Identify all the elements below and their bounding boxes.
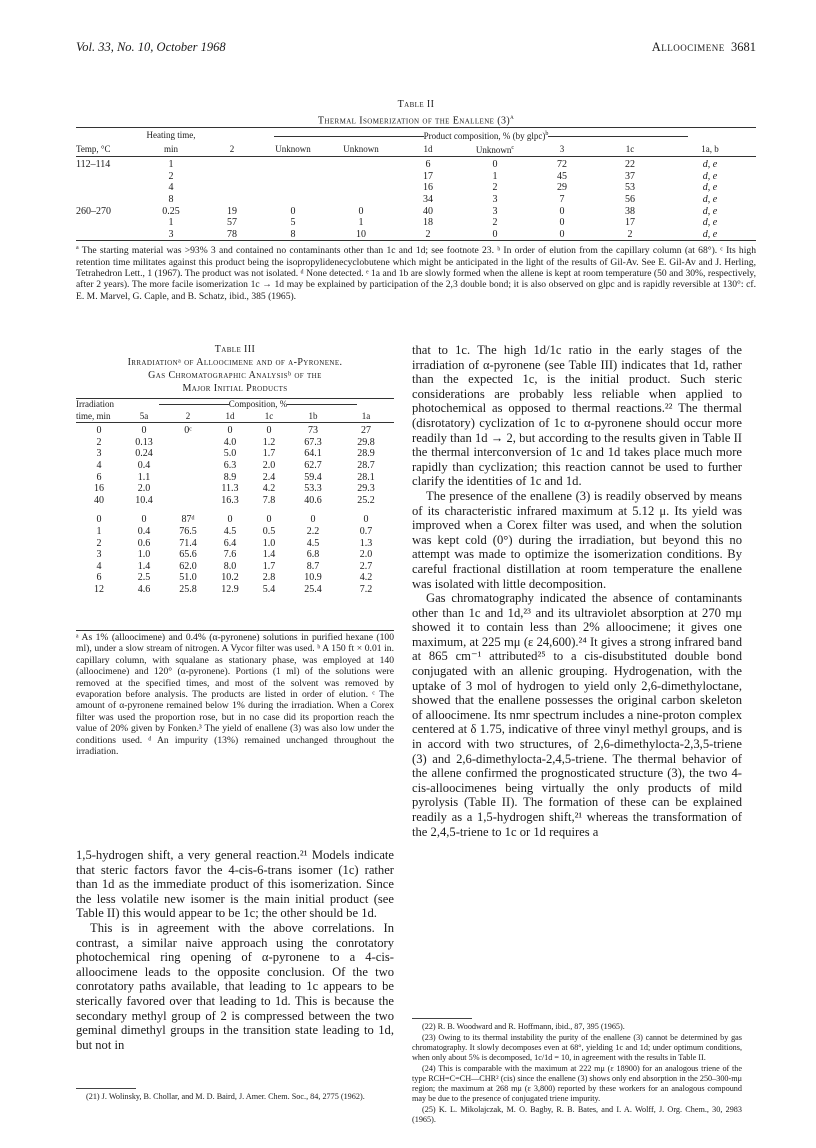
table-cell: 28.7 <box>357 459 375 471</box>
reference-23: (23) Owing to its thermal instability the purity of the enallene (3) cannot be determined by gas chromatography. It slowly decomposes even at 68°, yielding 1c and 1d; under optimum conditions, when only about 5% is decomposed, 1c/1d = 10, in agreement with the results in Table II. <box>412 1033 742 1062</box>
table-cell: 11.3 <box>221 483 239 495</box>
table3-row <box>76 561 394 573</box>
table2-label: Table II <box>397 99 435 110</box>
table3-bottom-rule <box>76 630 394 631</box>
table-cell: 7.8 <box>262 494 276 506</box>
table-cell: 40 <box>94 494 104 506</box>
table2-col-temp: Temp, °C <box>76 143 111 154</box>
table3-row <box>76 448 394 460</box>
table-cell <box>206 159 258 171</box>
table2-row <box>76 229 756 241</box>
right-body <box>412 343 742 839</box>
table-cell: 3 <box>492 205 498 217</box>
table-cell: d, e <box>702 217 718 229</box>
table-cell: 1 <box>96 525 102 537</box>
table-cell: 57 <box>227 217 237 229</box>
table-cell: d, e <box>702 159 718 171</box>
table-cell: 3 <box>96 549 102 561</box>
table-cell: 64.1 <box>304 448 322 460</box>
table3-row <box>76 483 394 495</box>
table-cell <box>76 182 136 194</box>
table2-row <box>76 206 756 218</box>
table3-col-1c: 1c <box>264 410 274 421</box>
table2-row <box>76 194 756 206</box>
table-cell: 0 <box>266 514 272 526</box>
table-cell: 8 <box>290 228 296 240</box>
table-cell: 71.4 <box>179 537 197 549</box>
table-cell: 29.8 <box>357 436 375 448</box>
table-cell: 62.0 <box>179 560 197 572</box>
reference-22: (22) R. B. Woodward and R. Hoffmann, ibid., 87, 395 (1965). <box>422 1022 625 1031</box>
table-cell: 38 <box>625 205 635 217</box>
table2-col-time-2: min <box>163 143 178 154</box>
table2-col-2: 2 <box>229 143 235 154</box>
table2-col-unknown2: Unknown <box>343 143 379 154</box>
table-cell <box>258 194 328 206</box>
table-cell: 16 <box>423 182 433 194</box>
table-cell: 0.7 <box>359 525 373 537</box>
table-cell: 37 <box>625 170 635 182</box>
table-cell: 1 <box>168 217 174 229</box>
table3-row <box>76 538 394 550</box>
table3-row <box>76 514 394 526</box>
table-cell: 5.4 <box>262 583 276 595</box>
table3-caption <box>76 343 394 395</box>
table-cell <box>258 182 328 194</box>
table-cell: 10.4 <box>135 494 153 506</box>
table2-title: Thermal Isomerization of the Enallene $(3)^a$ <box>317 113 515 127</box>
table2-col-unknown1: Unknown <box>275 143 311 154</box>
table3-row <box>76 472 394 484</box>
table-cell: 2 <box>168 170 174 182</box>
table-cell: 1.2 <box>262 436 276 448</box>
table-cell: 67.3 <box>304 436 322 448</box>
table-cell: d, e <box>702 205 718 217</box>
table-cell: 17 <box>423 170 433 182</box>
reference-25: (25) K. L. Mikolajczak, M. O. Bagby, R. B. Bates, and I. A. Wolff, J. Org. Chem., 30, 2983 (1965). <box>412 1105 742 1124</box>
table-cell: 6 <box>96 572 102 584</box>
table-cell: 2.5 <box>137 572 151 584</box>
table-cell: d, e <box>702 170 718 182</box>
running-head-right <box>652 40 756 55</box>
table-cell: 0.25 <box>162 205 180 217</box>
table-cell: 34 <box>423 193 433 205</box>
table-cell: 2 <box>96 436 102 448</box>
reference-21: (21) J. Wolinsky, B. Chollar, and M. D. Baird, J. Amer. Chem. Soc., 84, 2775 (1962). <box>86 1092 365 1101</box>
right-paragraph-3: Gas chromatography indicated the absence of contaminants other than 1c and 1d,²³ and its ultraviolet absorption at 270 mμ showed it to contain less than 2% alloocimene; it gives one maximum, at 225 mμ (ε 24,600).²⁴ It gives a strong infrared band at 865 cm⁻¹ attributed²⁵ to a cis-disubstituted double bond conjugated with an allenic grouping. Hydrogenation, with the uptake of 3 mol of hydrogen to yield only 2,6-dimethyloctane, showed that the enallene possesses the original carbon skeleton of alloocimene. Its nmr spectrum includes a nine-proton complex centered at δ 1.75, indicative of three vinyl methyl groups, and is in accord with two structures, of 2,6-dimethylocta-2,3,5-triene (3) and 2,6-dimethylocta-2,4,5-triene. The thermal behavior of the allene confirmed the prognosticated structure (3), the two 4-cis-alloocimenes being virtually the only products of mild pyrolysis (Table II). The formation of these can be explained readily as a 1,5-hydrogen shift,²¹ whereas the transformation of the 2,4,5-triene to 1c or 1d requires a <box>412 591 742 839</box>
table-cell <box>206 194 258 206</box>
table-cell: 2 <box>627 228 633 240</box>
table-cell: 1.4 <box>262 549 276 561</box>
table-cell: 29.3 <box>357 483 375 495</box>
table-cell: 10.2 <box>221 572 239 584</box>
page-number: 3681 <box>731 40 756 54</box>
table-cell: 0 <box>492 228 498 240</box>
table-cell: 0 <box>559 228 565 240</box>
left-footnote-rule <box>76 1088 136 1089</box>
table2-product-header: Product composition, % (by glpc)$^b$ <box>206 129 756 143</box>
table-cell: 0.4 <box>137 525 151 537</box>
table-cell: 0 <box>358 205 364 217</box>
table3-row <box>76 549 394 561</box>
table-cell: 4 <box>96 459 102 471</box>
table-cell: 22 <box>625 159 635 171</box>
table-cell: 2 <box>96 537 102 549</box>
table-cell: d, e <box>702 228 718 240</box>
table-cell: 25.2 <box>357 494 375 506</box>
table-cell: 19 <box>227 205 237 217</box>
table-cell: 2.0 <box>359 549 373 561</box>
table-cell <box>328 171 394 183</box>
table-cell: 0ᶜ <box>184 425 192 437</box>
running-head-left: Vol. 33, No. 10, October 1968 <box>76 40 226 54</box>
left-paragraph-1: 1,5-hydrogen shift, a very general reaction.²¹ Models indicate that steric factors favor the 4-cis-6-trans isomer (1c) rather than 1d as the immediate product of this isomerization. Since the less volatile new isomer is the main initial product (see Table II) this would appear to be 1c; the other should be 1d. <box>76 848 394 921</box>
table-cell: 65.6 <box>179 549 197 561</box>
table-cell <box>166 460 210 472</box>
table-cell: 4.2 <box>359 572 373 584</box>
table-cell: 4.2 <box>262 483 276 495</box>
table-cell: 28.1 <box>357 471 375 483</box>
table3-row <box>76 584 394 596</box>
table-cell: 3 <box>168 228 174 240</box>
table-cell: 0.6 <box>137 537 151 549</box>
reference-24: (24) This is comparable with the maximum at 222 mμ (ε 18900) for an analogous triene of the type RCH=C=CH—CHR² (cis) since the enallene (3) shows only end absorption in the 250–300-mμ region; the maximum at 268 mμ (ε 3,800) reported by these workers for an analogous compound may be due to the presence of conjugated triene impurity. <box>412 1064 742 1103</box>
table-cell: 56 <box>625 193 635 205</box>
table-cell: 10 <box>356 228 366 240</box>
table-cell: 0 <box>227 514 233 526</box>
table-cell: 17 <box>625 217 635 229</box>
table3 <box>76 399 394 596</box>
table3-label: Table III <box>214 344 256 355</box>
table2-row <box>76 171 756 183</box>
right-references <box>412 1022 742 1126</box>
table-cell: 78 <box>227 228 237 240</box>
table-cell: 27 <box>361 425 371 437</box>
left-references <box>76 1092 394 1103</box>
table-cell: 2.2 <box>306 525 320 537</box>
table-cell: 6.8 <box>306 549 320 561</box>
table-cell: 1.3 <box>359 537 373 549</box>
table-cell: 1.0 <box>262 537 276 549</box>
table-cell: 1.7 <box>262 560 276 572</box>
table3-title-line1: Irradiationᵃ of Alloocimene and of α-Pyronene. <box>127 357 343 368</box>
right-paragraph-2: The presence of the enallene (3) is readily observed by means of its characteristic infrared maximum at 5.12 μ. Its yield was improved when a Corex filter was used, and when the solution was kept cold (0°) during the irradiation, but beyond this no attempt was made to optimize the isomerization conditions. By careful fractional distillation at room temperature the enallene was isolated with little decomposition. <box>412 488 742 591</box>
table-cell: 40.6 <box>304 494 322 506</box>
table-cell: 4.5 <box>306 537 320 549</box>
table-cell: 4 <box>168 182 174 194</box>
table-cell: 2 <box>425 228 431 240</box>
table-cell: 12 <box>94 583 104 595</box>
table3-col-1b: 1b <box>308 410 318 421</box>
table-cell: 112–114 <box>76 159 111 171</box>
left-paragraph-2: This is in agreement with the above correlations. In contrast, a similar naive approach using the conrotatory photochemical ring opening of α-pyronene to a 4-cis-alloocimene leads to the opposite conclusion. Of the two conrotatory paths available, that leading to 1c appears to be sterically favored over that leading to 1d. This is because the secondary methyl group of 2 is compressed between the two geminal dimethyl groups in the transition state leading to 1d, but not in <box>76 920 394 1052</box>
table3-footnote: ᵃ As 1% (alloocimene) and 0.4% (α-pyronene) solutions in purified hexane (100 ml), under a slow stream of nitrogen. A Vycor filter was used. ᵇ A 150 ft × 0.01 in. capillary column, with squalane as stationary phase, was employed at 140 (alloocimene) and 120° (α-pyronene). Portions (1 ml) of the solutions were removed at the specified times, and most of the solvent was removed by evaporation before analysis. The products are listed in order of elution. ᶜ The amount of α-pyronene remained below 1% during the irradiation. When a Corex filter was used the proportion rose, but in no case did its proportion reach the value of 20% given by Fonken.³ The yield of enallene (3) was also low under the conditions used. ᵈ An impurity (13%) remained unchanged throughout the irradiation. <box>76 632 394 758</box>
table-cell: 1.0 <box>137 549 151 561</box>
table-cell: 53 <box>625 182 635 194</box>
table-cell <box>258 159 328 171</box>
table-cell: 8.7 <box>306 560 320 572</box>
table2-col-3: 3 <box>559 143 565 154</box>
table2-bottom-rule <box>76 240 756 241</box>
table-cell: 2.8 <box>262 572 276 584</box>
table-cell <box>258 171 328 183</box>
table3-row <box>76 437 394 449</box>
table-cell: 87ᵈ <box>181 514 195 526</box>
table-cell <box>76 217 136 229</box>
table-cell: 0.24 <box>135 448 153 460</box>
table-cell <box>206 171 258 183</box>
running-head-title: Alloocimene <box>651 40 725 54</box>
table-cell: 53.3 <box>304 483 322 495</box>
table-cell: 0.13 <box>135 436 153 448</box>
table3-row <box>76 460 394 472</box>
table3-col-irr-1: Irradiation <box>76 399 114 409</box>
table2-col-1ab: 1a, b <box>701 143 719 154</box>
table-cell: 45 <box>557 170 567 182</box>
table-cell <box>328 182 394 194</box>
table-cell: 4.0 <box>223 436 237 448</box>
table-cell: 260–270 <box>76 205 111 217</box>
table-cell <box>76 171 136 183</box>
table3-col-irr-2: time, min <box>76 410 111 421</box>
table-cell: 4.6 <box>137 583 151 595</box>
table-cell: 2 <box>492 217 498 229</box>
table-cell: 1.4 <box>137 560 151 572</box>
right-paragraph-1: that to 1c. The high 1d/1c ratio in the early stages of the irradiation of α-pyronene (see Table III) indicates that 1d, rather than the expected 1c, is the initial product. Such steric considerations are probably less reliable when applied to photochemical as opposed to thermal reactions.²² The thermal (disrotatory) cyclization of 1c to α-pyronene should occur more readily than 1d → 2, but according to the results given in Table II the thermal interconversion of 1c and 1d takes place much more rapidly than cyclization; this reaction cannot be used to further clarify the identities of 1c and 1d. <box>412 343 742 489</box>
table-cell: 3 <box>96 448 102 460</box>
table-cell: 6 <box>96 471 102 483</box>
table-cell: 4 <box>96 560 102 572</box>
table-cell: 5 <box>290 217 296 229</box>
table-cell: 6.4 <box>223 537 237 549</box>
table-cell: 10.9 <box>304 572 322 584</box>
table3-row <box>76 526 394 538</box>
table-cell: 0 <box>141 425 147 437</box>
table3-col-5a: 5a <box>139 410 149 421</box>
table-cell: 16.3 <box>221 494 239 506</box>
table-cell: 0 <box>266 425 272 437</box>
table-cell: 0 <box>310 514 316 526</box>
table-cell <box>76 229 136 241</box>
table-cell: 6.3 <box>223 459 237 471</box>
table3-row <box>76 572 394 584</box>
table-cell: 0 <box>559 217 565 229</box>
table-cell: 1 <box>358 217 364 229</box>
table-cell: 28.9 <box>357 448 375 460</box>
table-cell: 72 <box>557 159 567 171</box>
table-cell <box>166 483 210 495</box>
table-cell: 4.5 <box>223 525 237 537</box>
table2-top-rule <box>76 127 756 128</box>
table-cell: 0 <box>96 425 102 437</box>
table2-row <box>76 217 756 229</box>
table-cell: 1.1 <box>137 471 151 483</box>
table-cell: 40 <box>423 205 433 217</box>
table2-col-1d: 1d <box>423 143 433 154</box>
table2-footnote: $^a$ The starting material was >93% 3 and contained no contaminants other than 1c and 1d; see footnote 23. ᵇ In order of elution from the capillary column (at 68°). ᶜ Its high retention time militates against this product being the isopropylidenecyclobutene which might be anticipated in the light of the results of Gil-Av. See E. Gil-Av and J. Herling, Tetrahedron Lett., 1 (1967). The product was not isolated. ᵈ None detected. ᵉ 1a and 1b are slowly formed when the allene is kept at room temperature (50 and 30%, respectively, after 2 years). The more facile isomerization 1c → 1d may be explained by participation of the 2,3 double bond; it is also observed on glpc and is rapidly reversible at 130°: cf. E. M. Marvel, G. Caple, and B. Schatz, ibid., 385 (1965). <box>76 245 756 302</box>
table3-title-line3: Major Initial Products <box>182 383 288 394</box>
table-cell: 25.4 <box>304 583 322 595</box>
table-cell: 18 <box>423 217 433 229</box>
table-cell: 1 <box>168 159 174 171</box>
table-cell <box>166 495 210 507</box>
table3-title-line2: Gas Chromatographic Analysisᵇ of the <box>148 370 322 381</box>
table2-col-unknown3: Unknown$^c$ <box>475 144 515 155</box>
table-cell: 59.4 <box>304 471 322 483</box>
table-cell: 1.7 <box>262 448 276 460</box>
table-cell: 6 <box>425 159 431 171</box>
table-cell: 0 <box>363 514 369 526</box>
table2-caption <box>76 98 756 127</box>
table-cell: 2 <box>492 182 498 194</box>
table-cell: 1 <box>492 170 498 182</box>
table-cell <box>328 159 394 171</box>
table-cell: 2.0 <box>262 459 276 471</box>
table2-col-time-1: Heating time, <box>146 130 196 140</box>
table-cell: 0 <box>141 514 147 526</box>
table2-row <box>76 182 756 194</box>
table2-row <box>76 159 756 171</box>
table-cell: 0 <box>290 205 296 217</box>
table-cell: 8 <box>168 193 174 205</box>
table3-col-2: 2 <box>185 410 191 421</box>
table-cell: d, e <box>702 182 718 194</box>
table2 <box>76 129 756 240</box>
table-cell: 2.7 <box>359 560 373 572</box>
table-cell: 2.4 <box>262 471 276 483</box>
table3-col-1a: 1a <box>361 410 371 421</box>
table-cell: 16 <box>94 483 104 495</box>
table-cell <box>166 437 210 449</box>
table-cell: 0 <box>227 425 233 437</box>
table-cell: 7.2 <box>359 583 373 595</box>
table-cell: 12.9 <box>221 583 239 595</box>
table-cell <box>166 448 210 460</box>
table-cell: 7.6 <box>223 549 237 561</box>
table3-row <box>76 425 394 437</box>
table-cell: 25.8 <box>179 583 197 595</box>
table-cell: 3 <box>492 193 498 205</box>
table3-col-1d: 1d <box>225 410 235 421</box>
table3-composition-header: Composition, % <box>122 399 394 411</box>
table-cell: 76.5 <box>179 525 197 537</box>
table-cell <box>76 194 136 206</box>
table-cell: 29 <box>557 182 567 194</box>
table-cell: 0.5 <box>262 525 276 537</box>
table-cell: 2.0 <box>137 483 151 495</box>
table-cell <box>166 472 210 484</box>
table-cell: 0 <box>96 514 102 526</box>
table-cell: 7 <box>559 193 565 205</box>
table-cell: 5.0 <box>223 448 237 460</box>
table-cell <box>328 194 394 206</box>
table-cell <box>206 182 258 194</box>
table-cell: 51.0 <box>179 572 197 584</box>
table-cell: 8.9 <box>223 471 237 483</box>
table2-col-1c: 1c <box>625 143 635 154</box>
table-cell: 62.7 <box>304 459 322 471</box>
table-cell: d, e <box>702 193 718 205</box>
table-cell: 0.4 <box>137 459 151 471</box>
table3-row <box>76 495 394 507</box>
left-body <box>76 848 394 1052</box>
table-cell: 0 <box>492 159 498 171</box>
table-cell: 8.0 <box>223 560 237 572</box>
table-cell: 73 <box>308 425 318 437</box>
table-cell: 0 <box>559 205 565 217</box>
right-footnote-rule <box>412 1018 472 1019</box>
